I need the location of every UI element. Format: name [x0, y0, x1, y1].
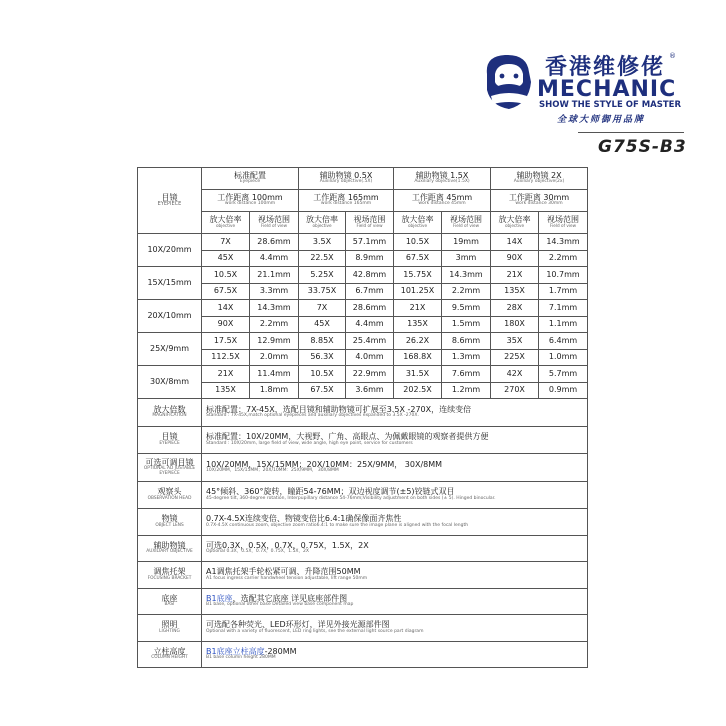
work-distance-sub: work distance 45mm — [418, 201, 466, 207]
spec-label-en: MAGNIFICATION — [152, 413, 187, 419]
column-header-sub: objective — [312, 223, 332, 229]
field-of-view-cell: 57.1mm — [346, 234, 394, 251]
magnification-cell: 225X — [491, 349, 539, 366]
column-header-magnification — [394, 212, 442, 234]
field-of-view-cell: 7.1mm — [539, 300, 588, 317]
column-header-row — [138, 212, 588, 234]
spec-row — [138, 589, 588, 615]
field-of-view-cell: 22.9mm — [346, 366, 394, 383]
spec-description-en: Optional with a variety of fluorescent, LED ring lights, see the external light source part diagram — [206, 628, 424, 634]
magnification-cell: 17.5X — [202, 333, 250, 350]
field-of-view-cell: 28.6mm — [250, 234, 299, 251]
config-subtitle: Auxiliary objective(1.5X) — [414, 179, 470, 185]
spec-label — [138, 615, 202, 642]
magnification-cell: 35X — [491, 333, 539, 350]
table-row — [138, 316, 588, 333]
work-distance-standard — [202, 190, 299, 212]
spec-label-cn: 调焦托架 — [153, 567, 186, 577]
table-row — [138, 349, 588, 366]
brand-english-name: MECHANIC — [537, 77, 677, 102]
magnification-cell: 22.5X — [299, 250, 346, 267]
column-header-label: 视场范围 — [353, 215, 386, 224]
spec-label-en: OBJECT LENS — [155, 522, 184, 528]
field-of-view-cell: 9.5mm — [442, 300, 491, 317]
config-title: 标准配置 — [234, 170, 266, 180]
work-distance-aux-2x — [491, 190, 588, 212]
spec-text: 可选配各种荧光、LED环形灯，详见外接光源部件图 — [206, 620, 390, 630]
magnification-cell: 33.75X — [299, 283, 346, 300]
spec-label-cn: 观察头 — [157, 487, 182, 497]
brand-tagline: 全球大师御用品牌 — [557, 115, 646, 125]
brand-logo — [473, 48, 683, 128]
spec-description — [202, 562, 588, 589]
master-portrait-icon — [481, 52, 537, 112]
spec-row — [138, 427, 588, 454]
work-distance-label: 工作距离 100mm — [217, 192, 283, 202]
field-of-view-cell: 4.0mm — [346, 349, 394, 366]
spec-label — [138, 482, 202, 509]
field-of-view-cell: 4.4mm — [250, 250, 299, 267]
magnification-cell: 10.5X — [394, 234, 442, 251]
field-of-view-cell: 19mm — [442, 234, 491, 251]
spec-label — [138, 589, 202, 615]
column-header-sub: Field of view — [260, 223, 287, 229]
field-of-view-cell: 21.1mm — [250, 267, 299, 284]
magnification-cell: 45X — [202, 250, 250, 267]
magnification-cell: 67.5X — [202, 283, 250, 300]
spec-description — [202, 589, 588, 615]
spec-description-en: Optional 0.3X，0.5X，0.7X，0.75X，1.5X，2X — [206, 549, 309, 555]
magnification-cell: 45X — [299, 316, 346, 333]
field-of-view-cell: 10.7mm — [539, 267, 588, 284]
field-of-view-cell: 12.9mm — [250, 333, 299, 350]
spec-description-en: B1 base column height 280MM — [206, 655, 276, 661]
spec-row — [138, 509, 588, 536]
eyepiece-header-label: 目镜 — [161, 192, 178, 202]
field-of-view-cell: 2.2mm — [442, 283, 491, 300]
spec-description-en: 0.7X-4.5X continuous zoom, objective zoom ratio6.4:1 to make sure the image plane is aligned with the focal length — [206, 522, 469, 528]
config-header-aux-0-5x — [299, 168, 394, 190]
magnification-cell: 135X — [202, 382, 250, 399]
spec-label — [138, 399, 202, 427]
eyepiece-row-label: 25X/9mm — [138, 333, 202, 366]
spec-text: ，选配其它底座 详见底座部件图 — [232, 593, 348, 603]
field-of-view-cell: 1.5mm — [442, 316, 491, 333]
spec-label-en: AUXILIARY OBJECTIVE — [146, 549, 193, 555]
magnification-cell: 7X — [299, 300, 346, 317]
spec-description — [202, 399, 588, 427]
spec-label — [138, 454, 202, 482]
spec-label-en: EYEPIECE — [159, 440, 180, 446]
magnification-cell: 67.5X — [394, 250, 442, 267]
work-distance-aux-0-5x — [299, 190, 394, 212]
spec-description — [202, 509, 588, 536]
spec-row — [138, 642, 588, 668]
column-header-sub: Field of view — [453, 223, 480, 229]
magnification-cell: 10.5X — [299, 366, 346, 383]
column-header-field-of-view — [250, 212, 299, 234]
column-header-magnification — [202, 212, 250, 234]
spec-row — [138, 454, 588, 482]
brand-chinese-name: 香港维修佬 — [545, 54, 666, 80]
spec-description-en: Standard : 7X-45X,match optional eyepieces and auxiliary objectives expanded to 3.5X -270X. — [206, 413, 419, 419]
field-of-view-cell: 1.8mm — [250, 382, 299, 399]
eyepiece-row-label: 30X/8mm — [138, 366, 202, 399]
eyepiece-row-label: 20X/10mm — [138, 300, 202, 333]
config-header-aux-2x — [491, 168, 588, 190]
column-header-label: 视场范围 — [547, 215, 580, 224]
magnification-cell: 8.85X — [299, 333, 346, 350]
spec-label-cn: 照明 — [161, 620, 178, 630]
spec-highlight: B1底座立柱高度 — [206, 646, 265, 656]
eyepiece-header-label-en: EYEPIECE — [157, 200, 182, 207]
spec-description — [202, 536, 588, 562]
field-of-view-cell: 2.0mm — [250, 349, 299, 366]
table-row — [138, 283, 588, 300]
spec-label-cn: 底座 — [161, 593, 178, 603]
magnification-cell: 10.5X — [202, 267, 250, 284]
magnification-cell: 180X — [491, 316, 539, 333]
field-of-view-cell: 1.1mm — [539, 316, 588, 333]
field-of-view-cell: 7.6mm — [442, 366, 491, 383]
table-row — [138, 300, 588, 317]
spec-label-cn: 放大倍数 — [153, 404, 186, 414]
config-title: 辅助物镜 2X — [516, 170, 562, 180]
spec-label-en: LIGHTING — [159, 628, 180, 634]
magnification-cell: 112.5X — [202, 349, 250, 366]
table-row — [138, 267, 588, 284]
work-distance-sub: work distance 30mm — [515, 201, 563, 207]
spec-label-en: COLUMN HEIGHT — [151, 655, 188, 661]
column-header-label: 放大倍率 — [498, 215, 531, 224]
spec-description — [202, 454, 588, 482]
field-of-view-cell: 2.2mm — [250, 316, 299, 333]
field-of-view-cell: 3.3mm — [250, 283, 299, 300]
field-of-view-cell: 3mm — [442, 250, 491, 267]
spec-description — [202, 427, 588, 454]
eyepiece-row-label: 10X/20mm — [138, 234, 202, 267]
config-header-standard — [202, 168, 299, 190]
spec-label-cn: 可选可调目镜 — [145, 457, 194, 467]
spec-text: 标准配置：10X/20MM，大视野、广角、高眼点、为佩戴眼镜的观察者提供方便 — [206, 432, 489, 442]
spec-label — [138, 562, 202, 589]
field-of-view-cell: 6.7mm — [346, 283, 394, 300]
spec-description — [202, 615, 588, 642]
field-of-view-cell: 2.2mm — [539, 250, 588, 267]
spec-row — [138, 615, 588, 642]
spec-text: 45°倾斜、360°旋转，瞳距54-76MM；双边视度调节(±5)铰链式双目 — [206, 487, 455, 497]
work-distance-label: 工作距离 165mm — [313, 192, 379, 202]
model-divider — [578, 132, 684, 133]
column-header-label: 视场范围 — [450, 215, 482, 224]
config-header-aux-1-5x — [394, 168, 491, 190]
spec-row — [138, 399, 588, 427]
model-number: G75S-B3 — [598, 137, 687, 157]
eyepiece-row-label: 15X/15mm — [138, 267, 202, 300]
config-title: 辅助物镜 1.5X — [415, 170, 469, 180]
spec-label — [138, 509, 202, 536]
magnification-cell: 31.5X — [394, 366, 442, 383]
spec-row — [138, 562, 588, 589]
field-of-view-cell: 14.3mm — [539, 234, 588, 251]
spec-label-cn: 立柱高度 — [153, 646, 186, 656]
magnification-cell: 202.5X — [394, 382, 442, 399]
field-of-view-cell: 1.3mm — [442, 349, 491, 366]
table-row — [138, 382, 588, 399]
magnification-cell: 135X — [394, 316, 442, 333]
config-subtitle: Auxiliary objective(2x) — [513, 179, 565, 185]
table-row — [138, 234, 588, 251]
field-of-view-cell: 1.0mm — [539, 349, 588, 366]
table-row — [138, 333, 588, 350]
field-of-view-cell: 1.2mm — [442, 382, 491, 399]
field-of-view-cell: 8.9mm — [346, 250, 394, 267]
field-of-view-cell: 11.4mm — [250, 366, 299, 383]
column-header-sub: Field of view — [356, 223, 383, 229]
magnification-cell: 7X — [202, 234, 250, 251]
field-of-view-cell: 1.7mm — [539, 283, 588, 300]
magnification-cell: 101.25X — [394, 283, 442, 300]
field-of-view-cell: 5.7mm — [539, 366, 588, 383]
field-of-view-cell: 25.4mm — [346, 333, 394, 350]
field-of-view-cell: 0.9mm — [539, 382, 588, 399]
spec-description — [202, 482, 588, 509]
spec-label — [138, 642, 202, 668]
column-header-label: 视场范围 — [258, 215, 290, 224]
spec-label-en: OPTIONAL AD JUSTABLE EYEPIECE — [143, 465, 196, 476]
column-header-label: 放大倍率 — [209, 215, 242, 224]
column-header-label: 放大倍率 — [401, 215, 434, 224]
column-header-label: 放大倍率 — [306, 215, 338, 224]
work-distance-sub: work distance 165mm — [320, 201, 372, 207]
magnification-cell: 270X — [491, 382, 539, 399]
magnification-cell: 135X — [491, 283, 539, 300]
magnification-cell: 67.5X — [299, 382, 346, 399]
spec-text: 10X/20MM，15X/15MM；20X/10MM：25X/9MM， 30X/8MM — [206, 459, 443, 469]
spec-label-en: BASI — [164, 602, 175, 608]
spec-label-en: FOCUSING BRACKET — [147, 575, 192, 581]
spec-row — [138, 482, 588, 509]
brand-slogan: SHOW THE STYLE OF MASTER — [539, 100, 682, 110]
config-title: 辅助物镜 0.5X — [319, 170, 373, 180]
spec-row — [138, 536, 588, 562]
spec-highlight: B1底座 — [206, 593, 233, 603]
field-of-view-cell: 28.6mm — [346, 300, 394, 317]
table-row — [138, 250, 588, 267]
config-subtitle: Eyepiece — [239, 179, 261, 185]
spec-text: -280MM — [264, 646, 297, 656]
work-distance-label: 工作距离 45mm — [411, 192, 473, 202]
table-row — [138, 366, 588, 383]
magnification-cell: 42X — [491, 366, 539, 383]
spec-text: 可选0.3X，0.5X，0.7X，0.75X，1.5X，2X — [206, 540, 369, 550]
magnification-cell: 21X — [202, 366, 250, 383]
spec-label — [138, 427, 202, 454]
magnification-cell: 21X — [491, 267, 539, 284]
magnification-cell: 14X — [491, 234, 539, 251]
magnification-cell: 26.2X — [394, 333, 442, 350]
magnification-cell: 15.75X — [394, 267, 442, 284]
column-header-magnification — [491, 212, 539, 234]
spec-description-en: Standard : 10X/20mm, large field of view, wide angle, high eye point, service for customers — [206, 440, 413, 446]
magnification-cell: 5.25X — [299, 267, 346, 284]
column-header-sub: objective — [407, 223, 428, 229]
spec-label-en: OBSERVATION HEAD — [147, 495, 192, 501]
magnification-cell: 90X — [491, 250, 539, 267]
magnification-cell: 3.5X — [299, 234, 346, 251]
column-header-field-of-view — [539, 212, 588, 234]
magnification-cell: 56.3X — [299, 349, 346, 366]
magnification-cell: 14X — [202, 300, 250, 317]
spec-text: A1调焦托架手轮松紧可调、升降范围50MM — [206, 567, 361, 577]
field-of-view-cell: 42.8mm — [346, 267, 394, 284]
spec-label-cn: 目镜 — [161, 432, 178, 442]
magnification-cell: 21X — [394, 300, 442, 317]
spec-text: 标准配置：7X-45X，选配目镜和辅助物镜可扩展至3.5X -270X，连续变倍 — [206, 404, 472, 414]
work-distance-sub: work distance 100mm — [224, 201, 276, 207]
work-distance-aux-1-5x — [394, 190, 491, 212]
spec-label-cn: 物镜 — [161, 514, 178, 524]
field-of-view-cell: 4.4mm — [346, 316, 394, 333]
field-of-view-cell: 6.4mm — [539, 333, 588, 350]
field-of-view-cell: 14.3mm — [442, 267, 491, 284]
magnification-cell: 28X — [491, 300, 539, 317]
column-header-magnification — [299, 212, 346, 234]
spec-label-cn: 辅助物镜 — [153, 540, 186, 550]
column-header-sub: Field of view — [550, 223, 577, 229]
column-header-field-of-view — [346, 212, 394, 234]
magnification-cell: 90X — [202, 316, 250, 333]
column-header-sub: objective — [504, 223, 525, 229]
field-of-view-cell: 8.6mm — [442, 333, 491, 350]
spec-label — [138, 536, 202, 562]
column-header-sub: objective — [215, 223, 236, 229]
spec-table — [137, 167, 588, 668]
work-distance-label: 工作距离 30mm — [508, 192, 570, 202]
spec-text: 0.7X-4.5X连续变倍、物镜变倍比6.4:1确保像面齐焦性 — [206, 514, 402, 524]
spec-description-en: A1 focus ingress carrier handwheel tension adjustable, lift range 50mm — [206, 575, 368, 581]
spec-description-en: 10X/20MM，15X/15MM；20X/10MM：25X/9MM， 30X/8MM — [206, 468, 339, 474]
registered-mark: ® — [669, 52, 676, 60]
spec-description-en: B1 base, optional other base Detailed view base component map — [206, 602, 354, 608]
config-subtitle: Auxiliary objective(.5X) — [319, 179, 373, 185]
spec-description — [202, 642, 588, 668]
eyepiece-header — [138, 168, 202, 234]
column-header-field-of-view — [442, 212, 491, 234]
magnification-cell: 168.8X — [394, 349, 442, 366]
field-of-view-cell: 14.3mm — [250, 300, 299, 317]
field-of-view-cell: 3.6mm — [346, 382, 394, 399]
spec-description-en: 45-degree tilt, 360-degree rotation, Interpupillary distance 54-76mm;Visibility adjustment on both sides (± 5). Hinged binocular. — [206, 495, 496, 501]
